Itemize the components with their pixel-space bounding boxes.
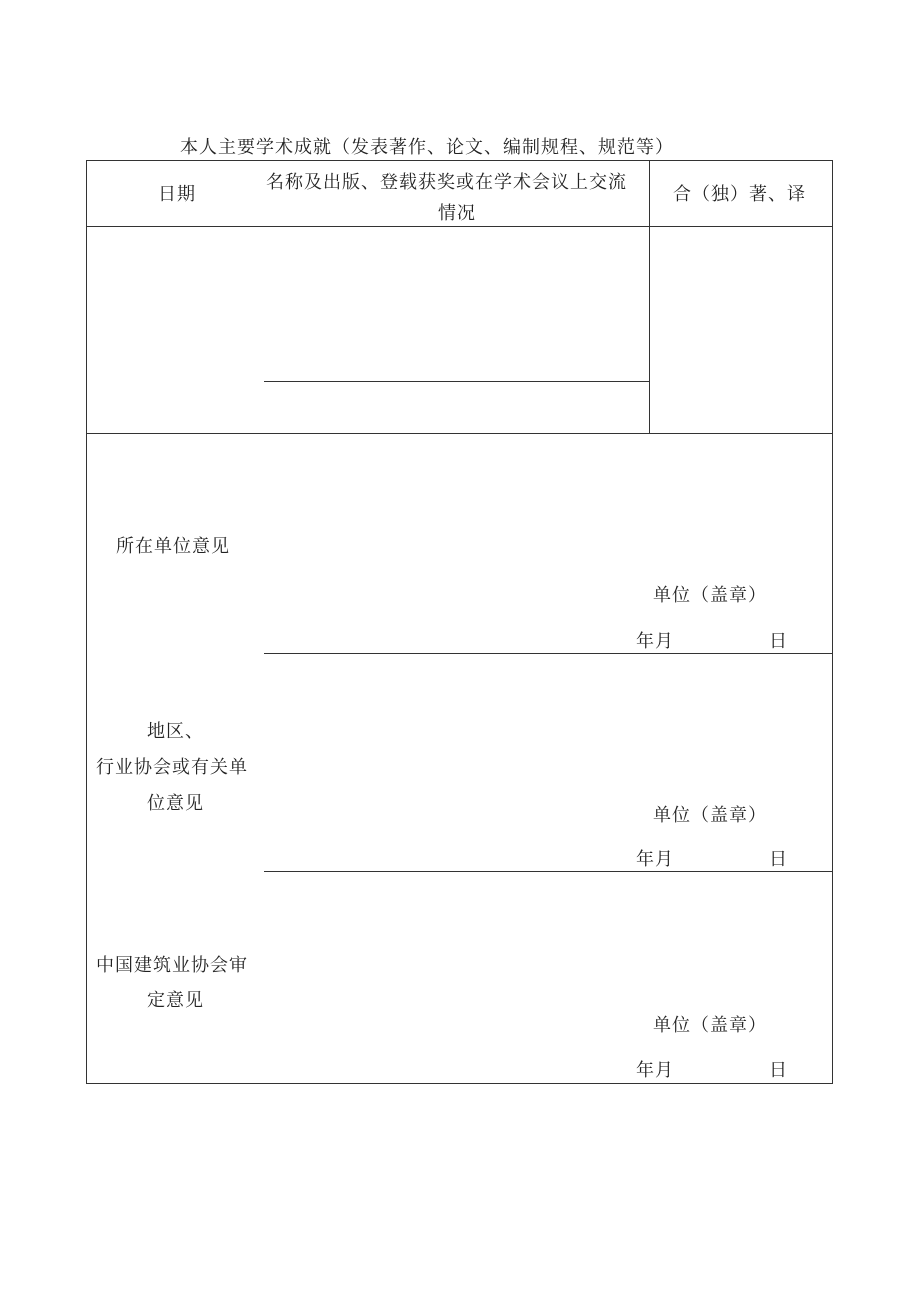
opinion-label-line2: 定意见 (147, 990, 204, 1011)
header-authorship: 合（独）著、译 (673, 184, 806, 205)
seal-label: 单位（盖章） (653, 585, 767, 606)
header-name-line1: 名称及出版、登载获奖或在学术会议上交流 (266, 172, 627, 193)
opinion-label-line2: 行业协会或有关单 (96, 757, 248, 778)
day-label: 日 (769, 631, 788, 652)
form-title: 本人主要学术成就（发表著作、论文、编制规程、规范等） (180, 137, 674, 158)
column-divider-authorship (649, 160, 650, 434)
table-bottom-border (86, 1083, 833, 1084)
opinion-label-line1: 中国建筑业协会审 (96, 955, 248, 976)
year-month-label: 年月 (636, 849, 674, 870)
opinion-label: 所在单位意见 (116, 536, 230, 557)
table-right-border (832, 160, 833, 1084)
day-label: 日 (769, 849, 788, 870)
table-top-border (86, 160, 833, 161)
day-label: 日 (769, 1060, 788, 1081)
opinion-divider-1 (264, 653, 833, 654)
header-date: 日期 (158, 184, 196, 205)
opinion-divider-2 (264, 871, 833, 872)
header-divider (86, 226, 833, 227)
header-name-line2: 情况 (438, 203, 476, 224)
seal-label: 单位（盖章） (653, 1015, 767, 1036)
seal-label: 单位（盖章） (653, 805, 767, 826)
year-month-label: 年月 (636, 631, 674, 652)
opinion-label-line1: 地区、 (147, 721, 204, 742)
year-month-label: 年月 (636, 1060, 674, 1081)
opinion-label-line3: 位意见 (147, 793, 204, 814)
achievement-section-bottom (86, 433, 833, 434)
achievement-row-divider (264, 381, 649, 382)
table-left-border (86, 160, 87, 1084)
